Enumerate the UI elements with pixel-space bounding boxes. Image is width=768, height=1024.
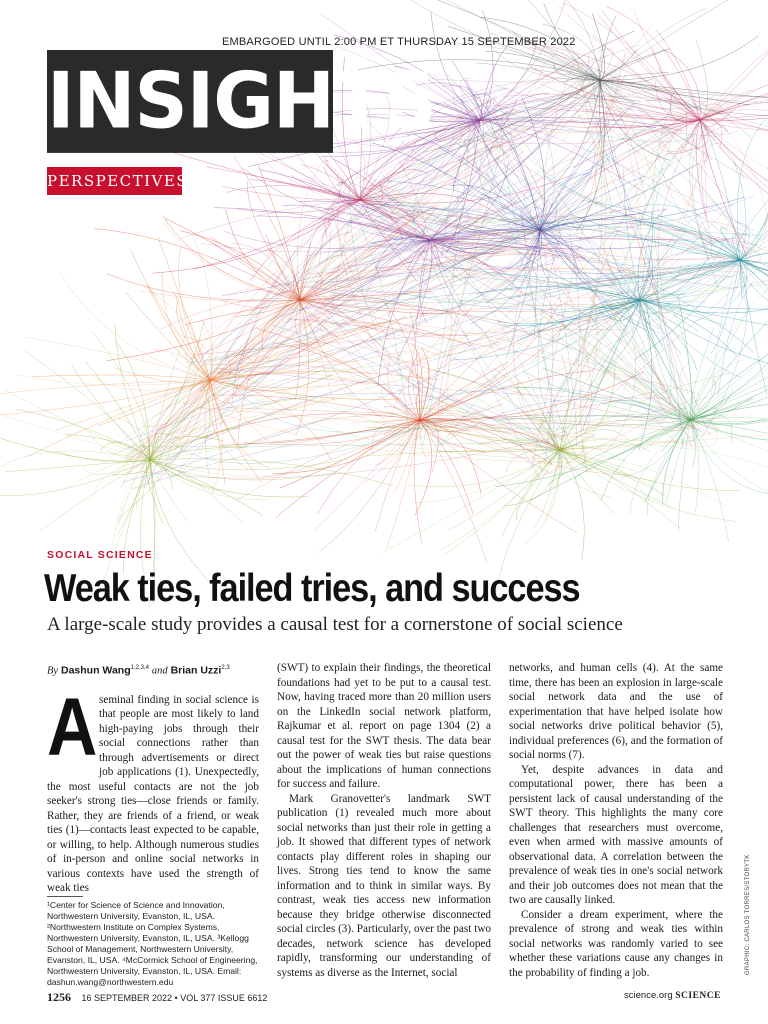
paragraph: networks, and human cells (4). At the same time, there has been an explosion in large-scale social network data and the use of experimentation that have helped isolate how social networks drive political behavior (5), individual preferences (6), and the formation of social norms (7). [509,662,723,761]
column-1 [47,661,259,896]
article-kicker: SOCIAL SCIENCE [47,549,153,561]
byline: By Dashun Wang$^{1,2,3,4}$ and Brian Uzzi$^{2,3}$ [47,664,230,677]
graphic-credit: GRAPHIC: CARLOS TORRES/STORYTK [745,854,751,975]
paragraph: Yet, despite advances in data and computational power, there has been a persistent lack of causal understanding of the SWT theory. This highlights the many core challenges that researchers must overcome, even when armed with massive amounts of observational data. A correlation between the prevalence of weak ties in one's social network and their job outcomes does not mean that the two are causally linked. [509,763,723,906]
author-2: Brian Uzzi [170,664,222,677]
journal-name: SCIENCE [675,991,721,1001]
footer-left [47,990,267,1005]
column-3 [509,661,723,980]
paragraph: Mark Granovetter's landmark SWT publication (1) revealed much more about social networks than just their role in getting a job. It showed that different types of network contacts play different roles in shaping our lives. Strong ties tend to know the same information and to think in similar ways. By contrast, weak ties access new information because they bridge otherwise disconnected social circles (3). Particularly, over the past two decades, network science has developed rapidly, transforming our understanding of systems as diverse as the Internet, social [277,792,491,979]
issue-info: 16 SEPTEMBER 2022 • VOL 377 ISSUE 6612 [81,993,268,1003]
footnote-rule [47,896,83,897]
author-1: Dashun Wang [61,664,131,677]
article-subtitle: A large-scale study provides a causal test for a cornerstone of social science [47,614,623,635]
insights-banner: INSIGHTS [47,50,333,153]
paragraph: (SWT) to explain their findings, the theoretical foundations had yet to be put to a causal test. Now, having traced more than 20 million users on the LinkedIn social network platform, Rajkumar et al. report on page 1304 (2) a causal test for the SWT thesis. The data bear out the power of weak ties but raise questions about the implications of human connections for success and failure. [277,662,491,790]
drop-cap: A [47,681,98,773]
article-title: Weak ties, failed tries, and success [44,567,580,610]
column-2 [277,661,491,980]
footer-right [624,990,721,1001]
site-link[interactable]: science.org [624,990,673,1001]
paragraph: Aseminal finding in social science is that people are most likely to land high-paying jobs through their social connections rather than through advertisements or direct job applications (1). Unexpectedly, the most useful contacts are not the job seeker's strong ties—close friends or family. Rather, they are friends of a friend, or weak ties (1)—contacts least expected to be capable, or willing, to help. Although numerous studies of in-person and online social networks in various contexts have used the strength of weak ties [47,681,259,894]
page-number: 1256 [47,990,71,1004]
paragraph: Consider a dream experiment, where the prevalence of strong and weak ties within social networks was randomly varied to see whether these variations cause any changes in the probability of finding a job. [509,908,723,979]
perspectives-label: PERSPECTIVES [47,167,182,195]
embargo-notice: EMBARGOED UNTIL 2:00 PM ET THURSDAY 15 SEPTEMBER 2022 [222,36,576,48]
affiliations: ¹Center for Science of Science and Innovation, Northwestern University, Evanston, IL, USA. ²Northwestern Institute on Complex Systems, Northwestern University, Evanston, IL, USA. ³Kellogg School of Management, Northwestern University, Evanston, IL, USA. ⁴McCormick School of Engineering, Northwestern University, Evanston, IL, USA. Email: dashun.wang@northwestern.edu [47,900,258,987]
